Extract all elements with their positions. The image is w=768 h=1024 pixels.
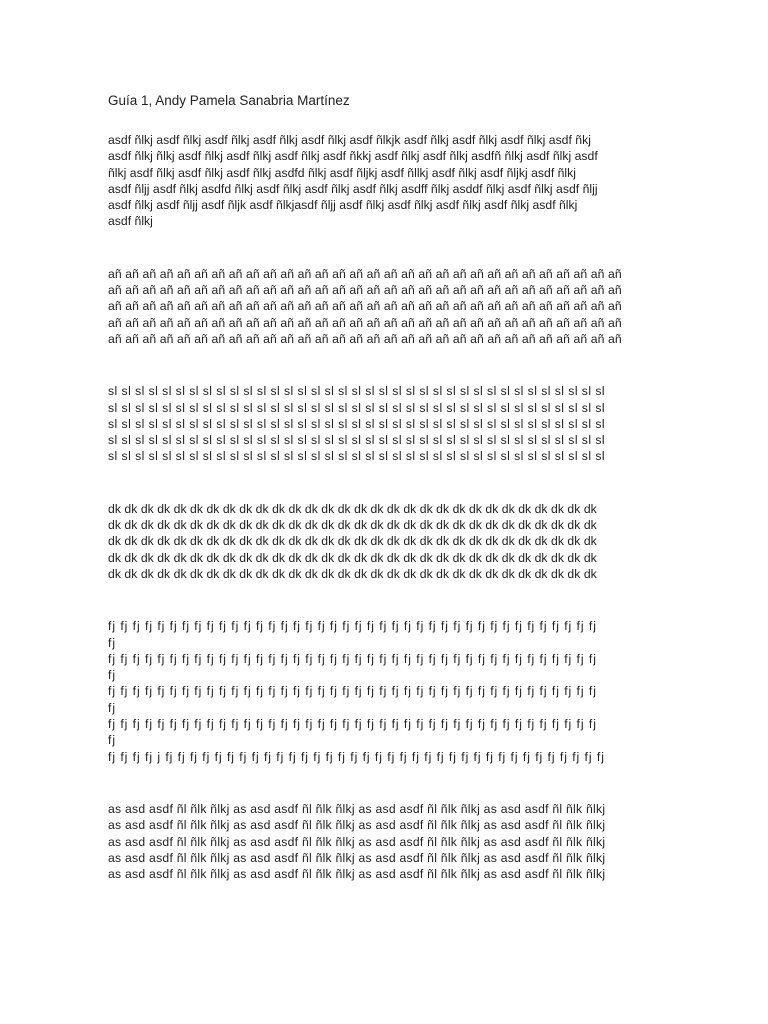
text-line: fj fj fj fj fj fj fj fj fj fj fj fj fj fj fj fj fj fj fj fj fj fj fj fj fj fj fj fj fj fj fj fj fj fj fj fj fj fj fj fj: [108, 717, 597, 732]
text-line: as asd asdf ñl ñlk ñlkj as asd asdf ñl ñlk ñlkj as asd asdf ñl ñlk ñlkj as asd asdf ñl ñlk ñlkj: [108, 801, 606, 816]
section-an: [108, 266, 668, 347]
text-line: dk dk dk dk dk dk dk dk dk dk dk dk dk dk dk dk dk dk dk dk dk dk dk dk dk dk dk dk dk dk: [108, 534, 597, 549]
text-line: fj: [108, 635, 116, 650]
text-line: dk dk dk dk dk dk dk dk dk dk dk dk dk dk dk dk dk dk dk dk dk dk dk dk dk dk dk dk dk dk: [108, 518, 597, 533]
text-line: dk dk dk dk dk dk dk dk dk dk dk dk dk dk dk dk dk dk dk dk dk dk dk dk dk dk dk dk dk dk: [108, 501, 597, 516]
text-line: as asd asdf ñl ñlk ñlkj as asd asdf ñl ñlk ñlkj as asd asdf ñl ñlk ñlkj as asd asdf ñl ñlk ñlkj: [108, 818, 606, 833]
text-line: asdf ñlkj ñlkj asdf ñlkj asdf ñlkj asdf ñlkj asdf ñkkj asdf ñlkj asdf ñlkj asdfñ ñlkj asdf ñlkj asdf: [108, 149, 598, 164]
text-line: dk dk dk dk dk dk dk dk dk dk dk dk dk dk dk dk dk dk dk dk dk dk dk dk dk dk dk dk dk dk: [108, 566, 597, 581]
text-line: sl sl sl sl sl sl sl sl sl sl sl sl sl sl sl sl sl sl sl sl sl sl sl sl sl sl sl sl sl sl sl sl sl sl sl sl sl: [108, 433, 606, 448]
text-line: fj fj fj fj fj fj fj fj fj fj fj fj fj fj fj fj fj fj fj fj fj fj fj fj fj fj fj fj fj fj fj fj fj fj fj fj fj fj fj fj: [108, 684, 597, 699]
section-sl: [108, 383, 668, 464]
text-line: ñlkj asdf ñlkj asdf ñlkj asdf ñlkj asdfd ñlkj asdf ñljkj asdf ñllkj asdf ñlkj asdf ñljkj asdf ñlkj: [108, 165, 577, 180]
text-line: fj: [108, 700, 116, 715]
text-line: sl sl sl sl sl sl sl sl sl sl sl sl sl sl sl sl sl sl sl sl sl sl sl sl sl sl sl sl sl sl sl sl sl sl sl sl sl: [108, 416, 606, 431]
text-line: as asd asdf ñl ñlk ñlkj as asd asdf ñl ñlk ñlkj as asd asdf ñl ñlk ñlkj as asd asdf ñl ñlk ñlkj: [108, 834, 606, 849]
text-line: fj fj fj fj j fj fj fj fj fj fj fj fj fj fj fj fj fj fj fj fj fj fj fj fj fj fj fj fj fj fj fj fj fj fj fj fj fj fj fj fj: [108, 749, 605, 764]
text-line: añ añ añ añ añ añ añ añ añ añ añ añ añ añ añ añ añ añ añ añ añ añ añ añ añ añ añ añ añ añ: [108, 266, 622, 281]
text-line: asdf ñlkj asdf ñlkj asdf ñlkj asdf ñlkj asdf ñlkj asdf ñlkjk asdf ñlkj asdf ñlkj asdf ñlkj asdf ñkj: [108, 133, 591, 147]
text-line: as asd asdf ñl ñlk ñlkj as asd asdf ñl ñlk ñlkj as asd asdf ñl ñlk ñlkj as asd asdf ñl ñlk ñlkj: [108, 850, 606, 865]
text-line: asdf ñlkj: [108, 214, 153, 229]
text-line: sl sl sl sl sl sl sl sl sl sl sl sl sl sl sl sl sl sl sl sl sl sl sl sl sl sl sl sl sl sl sl sl sl sl sl sl sl: [108, 449, 606, 464]
text-line: asdf ñlkj asdf ñljj asdf ñljk asdf ñlkjasdf ñljj asdf ñlkj asdf ñlkj asdf ñlkj asdf ñlkj asdf ñlkj: [108, 198, 578, 213]
document-page: [108, 92, 668, 918]
text-line: asdf ñljj asdf ñlkj asdfd ñlkj asdf ñlkj asdf ñlkj asdf ñlkj asdff ñlkj asddf ñlkj asdf ñlkj asdf ñljj: [108, 181, 598, 196]
text-line: as asd asdf ñl ñlk ñlkj as asd asdf ñl ñlk ñlkj as asd asdf ñl ñlk ñlkj as asd asdf ñl ñlk ñlkj: [108, 867, 606, 882]
text-line: fj: [108, 733, 116, 748]
text-line: añ añ añ añ añ añ añ añ añ añ añ añ añ añ añ añ añ añ añ añ añ añ añ añ añ añ añ añ añ añ: [108, 299, 622, 314]
text-line: dk dk dk dk dk dk dk dk dk dk dk dk dk dk dk dk dk dk dk dk dk dk dk dk dk dk dk dk dk dk: [108, 550, 597, 565]
section-dk: [108, 501, 668, 582]
text-line: sl sl sl sl sl sl sl sl sl sl sl sl sl sl sl sl sl sl sl sl sl sl sl sl sl sl sl sl sl sl sl sl sl sl sl sl sl: [108, 384, 606, 399]
text-line: sl sl sl sl sl sl sl sl sl sl sl sl sl sl sl sl sl sl sl sl sl sl sl sl sl sl sl sl sl sl sl sl sl sl sl sl sl: [108, 400, 606, 415]
text-line: fj fj fj fj fj fj fj fj fj fj fj fj fj fj fj fj fj fj fj fj fj fj fj fj fj fj fj fj fj fj fj fj fj fj fj fj fj fj fj fj: [108, 651, 597, 666]
text-line: añ añ añ añ añ añ añ añ añ añ añ añ añ añ añ añ añ añ añ añ añ añ añ añ añ añ añ añ añ añ: [108, 331, 622, 346]
section-fj: [108, 618, 668, 765]
text-line: añ añ añ añ añ añ añ añ añ añ añ añ añ añ añ añ añ añ añ añ añ añ añ añ añ añ añ añ añ añ: [108, 315, 622, 330]
document-title: Guía 1, Andy Pamela Sanabria Martínez: [108, 93, 350, 108]
section-asdf-nlkj: [108, 132, 668, 230]
text-line: añ añ añ añ añ añ añ añ añ añ añ añ añ añ añ añ añ añ añ añ añ añ añ añ añ añ añ añ añ añ: [108, 283, 622, 298]
section-as-asd-asdf: [108, 801, 668, 882]
text-line: fj: [108, 668, 116, 683]
text-line: fj fj fj fj fj fj fj fj fj fj fj fj fj fj fj fj fj fj fj fj fj fj fj fj fj fj fj fj fj fj fj fj fj fj fj fj fj fj fj fj: [108, 619, 597, 634]
